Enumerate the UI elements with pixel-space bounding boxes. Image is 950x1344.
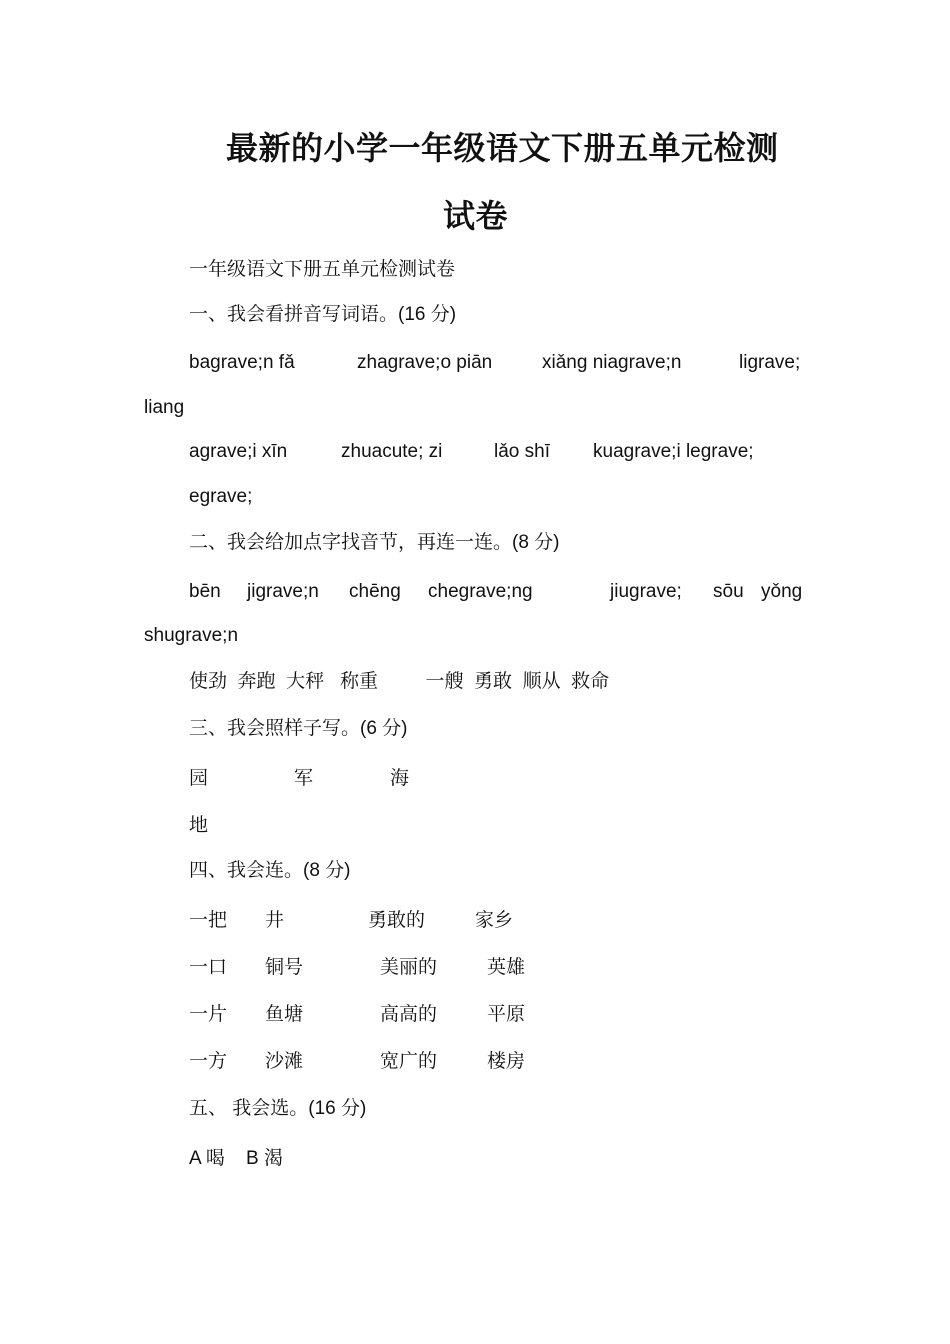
pinyin-item: kuagrave;i legrave; — [593, 441, 754, 462]
pinyin-item: xiǎng niagrave;n — [542, 352, 682, 373]
pinyin-item: zhuacute; zi — [341, 441, 443, 462]
choice-options: A 喝 B 渴 — [189, 1148, 283, 1169]
pinyin-item: agrave;i xīn — [189, 441, 288, 462]
match-item: 美丽的 — [380, 957, 438, 978]
match-item: 一口 — [189, 957, 228, 978]
match-item: 平原 — [487, 1004, 526, 1025]
sample-char: 军 — [294, 768, 314, 789]
section1-heading: 一、我会看拼音写词语。(16 分) — [189, 304, 457, 325]
pinyin-item-wrap: liang — [144, 397, 185, 418]
doc-subtitle: 一年级语文下册五单元检测试卷 — [189, 259, 456, 280]
pinyin-item: bagrave;n fǎ — [189, 352, 295, 373]
section2-heading: 二、我会给加点字找音节，再连一连。(8 分) — [189, 532, 560, 553]
syllable: chegrave;ng — [428, 581, 533, 602]
pinyin-item: ligrave; — [739, 352, 801, 373]
syllable: jigrave;n — [247, 581, 319, 602]
section3-heading: 三、我会照样子写。(6 分) — [189, 718, 408, 739]
match-item: 高高的 — [380, 1004, 438, 1025]
syllable: yǒng — [761, 581, 803, 602]
pinyin-item: lǎo shī — [494, 441, 550, 462]
match-item: 勇敢的 — [368, 910, 426, 931]
section4-heading: 四、我会连。(8 分) — [189, 860, 351, 881]
match-item: 一片 — [189, 1004, 228, 1025]
match-item: 一方 — [189, 1051, 228, 1072]
match-item: 铜号 — [265, 957, 304, 978]
match-item: 楼房 — [487, 1051, 526, 1072]
doc-title-line2: 试卷 — [443, 198, 509, 234]
match-item: 沙滩 — [265, 1051, 304, 1072]
match-item: 一把 — [189, 910, 228, 931]
sample-char: 园 — [189, 768, 209, 789]
pinyin-item: egrave; — [189, 486, 253, 507]
syllable-wrap: shugrave;n — [144, 625, 239, 646]
sample-char: 地 — [189, 815, 209, 836]
pinyin-item: zhagrave;o piān — [357, 352, 493, 373]
section5-heading: 五、 我会选。(16 分) — [189, 1098, 367, 1119]
match-item: 家乡 — [475, 910, 514, 931]
match-item: 宽广的 — [380, 1051, 438, 1072]
sample-char: 海 — [390, 768, 410, 789]
syllable: bēn — [189, 581, 221, 602]
word-list: 使劲 奔跑 大秤 称重 一艘 勇敢 顺从 救命 — [189, 671, 610, 692]
doc-title-line1: 最新的小学一年级语文下册五单元检测 — [226, 130, 779, 166]
syllable: chēng — [349, 581, 401, 602]
syllable: sōu — [713, 581, 744, 602]
match-item: 鱼塘 — [265, 1004, 304, 1025]
match-item: 英雄 — [487, 957, 526, 978]
match-item: 井 — [265, 910, 285, 931]
syllable: jiugrave; — [610, 581, 682, 602]
